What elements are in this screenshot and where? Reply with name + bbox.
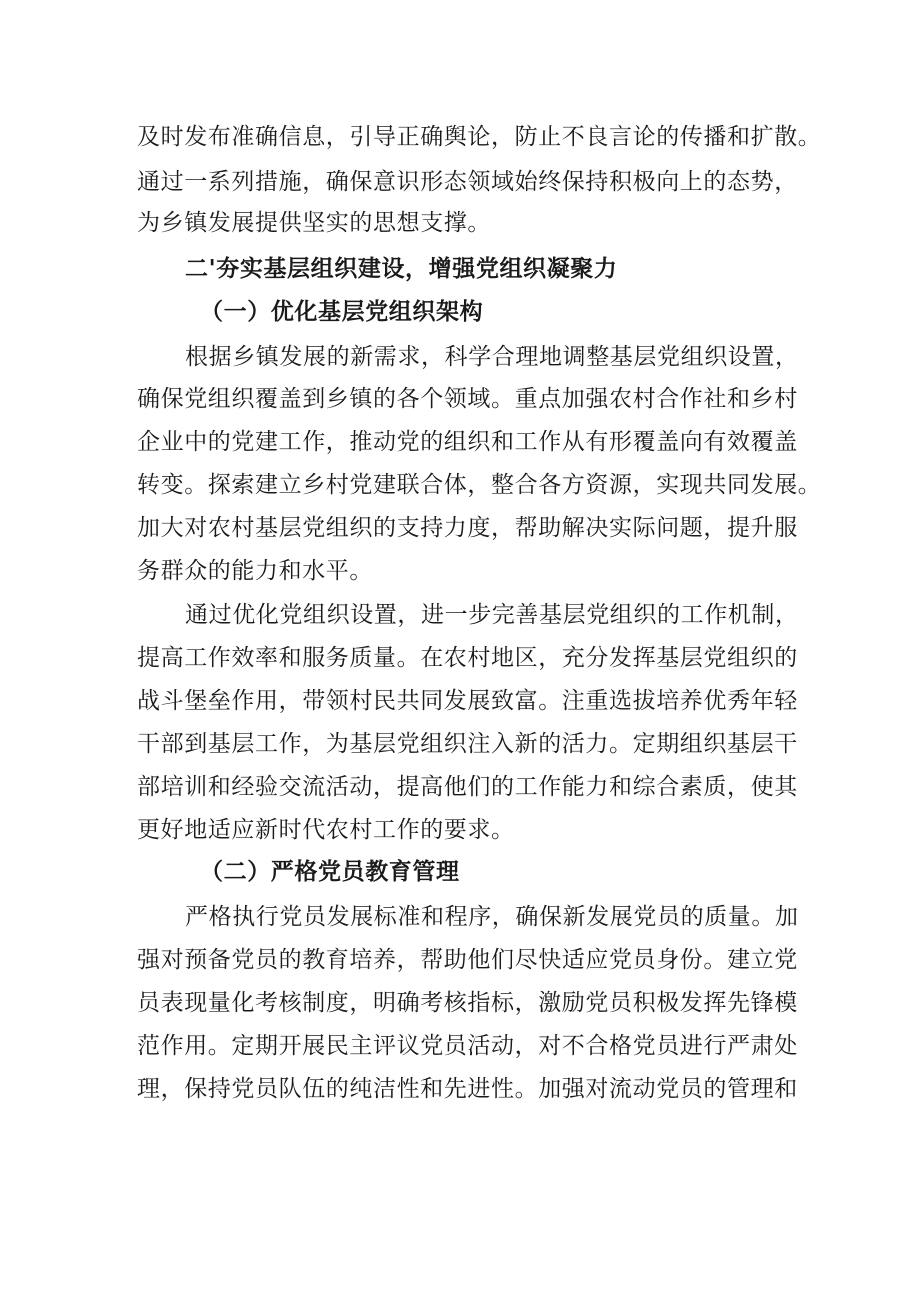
body-line: 务群众的能力和水平。 [137,558,373,584]
body-line: 及时发布准确信息，引导正确舆论，防止不良言论的传播和扩散。 [137,124,822,150]
body-line: 通过一系列措施，确保意识形态领域始终保持积极向上的态势， [137,169,798,195]
body-line: 强对预备党员的教育培养，帮助他们尽快适应党员身份。建立党 [137,947,798,973]
body-line: 提高工作效率和服务质量。在农村地区，充分发挥基层党组织的 [137,645,798,671]
body-line: 转变。探索建立乡村党建联合体，整合各方资源，实现共同发展。 [137,472,822,498]
body-line: 范作用。定期开展民主评议党员活动，对不合格党员进行严肃处 [137,1033,798,1059]
body-line: 理，保持党员队伍的纯洁性和先进性。加强对流动党员的管理和 [137,1076,798,1102]
body-line: 确保党组织覆盖到乡镇的各个领域。重点加强农村合作社和乡村 [137,386,798,412]
section-heading: 二'夯实基层组织建设，增强党组织凝聚力 [185,256,618,282]
body-line: 战斗堡垒作用，带领村民共同发展致富。注重选拔培养优秀年轻 [137,688,798,714]
subsection-heading: （二）严格党员教育管理 [200,859,460,885]
body-line: 干部到基层工作，为基层党组织注入新的活力。定期组织基层干 [137,731,798,757]
body-line: 为乡镇发展提供坚实的思想支撑。 [137,210,491,236]
body-line: 员表现量化考核制度，明确考核指标，激励党员积极发挥先锋模 [137,990,798,1016]
body-line: 部培训和经验交流活动，提高他们的工作能力和综合素质，使其 [137,774,798,800]
body-line: 加大对农村基层党组织的支持力度，帮助解决实际问题，提升服 [137,515,798,541]
body-line: 根据乡镇发展的新需求，科学合理地调整基层党组织设置， [185,344,799,370]
body-line: 严格执行党员发展标准和程序，确保新发展党员的质量。加 [185,904,799,930]
subsection-heading: （一）优化基层党组织架构 [200,299,484,325]
body-line: 企业中的党建工作，推动党的组织和工作从有形覆盖向有效覆盖 [137,429,798,455]
body-line: 更好地适应新时代农村工作的要求。 [137,817,515,843]
body-line: 通过优化党组织设置，进一步完善基层党组织的工作机制， [185,602,799,628]
